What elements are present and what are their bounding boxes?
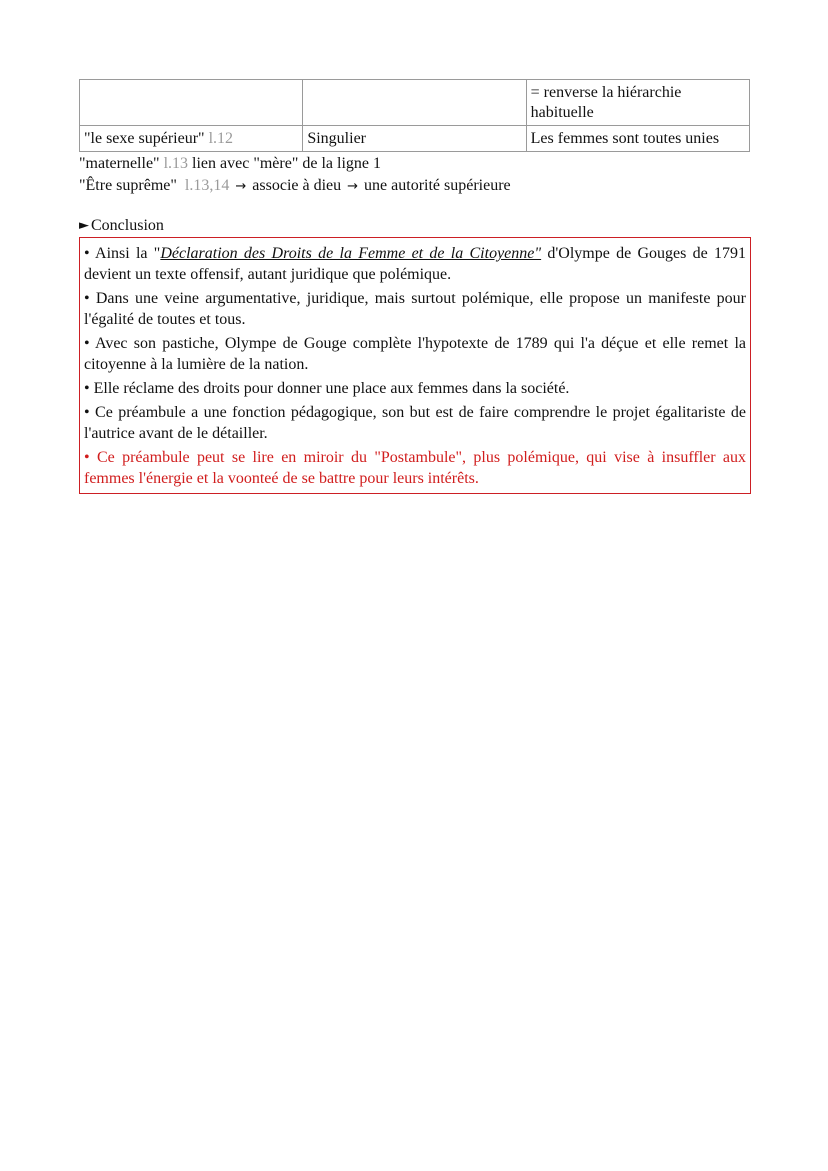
quote-text: "maternelle" <box>79 155 160 172</box>
conclusion-paragraph: • Avec son pastiche, Olympe de Gouge complète l'hypotexte de 1789 qui l'a déçue et elle remet la citoyenne à la lumière de la nation. <box>84 335 746 373</box>
quote-text: "Être suprême" <box>79 177 177 194</box>
line-reference: l.12 <box>208 130 234 147</box>
triangle-right-icon: ► <box>79 218 89 233</box>
bullet-icon: • <box>84 449 90 466</box>
arrow-right-icon: → <box>235 179 247 194</box>
table-cell <box>80 126 303 152</box>
conclusion-paragraph: • Dans une veine argumentative, juridique, mais surtout polémique, elle propose un manifeste pour l'égalité de toutes et tous. <box>84 290 747 328</box>
table-cell: = renverse la hiérarchie habituelle <box>526 80 749 126</box>
note-line <box>79 153 751 174</box>
arrow-right-icon: → <box>347 179 359 194</box>
conclusion-heading <box>79 216 751 236</box>
analysis-table <box>79 79 750 152</box>
table-cell: Singulier <box>303 126 526 152</box>
quote-text: "le sexe supérieur" <box>84 130 205 147</box>
bullet-icon: • <box>84 335 90 352</box>
note-text: associe à dieu <box>252 177 342 194</box>
conclusion-paragraph: • Ainsi la "Déclaration des Droits de la Femme et de la Citoyenne" d'Olympe de Gouges de 1791 devient un texte offensif, autant juridique que polémique. <box>84 245 747 283</box>
conclusion-paragraph-highlight: • Ce préambule peut se lire en miroir du "Postambule", plus polémique, qui vise à insuffler aux femmes l'énergie et la voonteé de se battre pour leurs intérêts. <box>84 449 747 487</box>
note-text: lien avec "mère" de la ligne 1 <box>192 155 382 172</box>
conclusion-box <box>79 237 751 494</box>
line-reference: l.13 <box>163 155 189 172</box>
work-title: Déclaration des Droits de la Femme et de la Citoyenne" <box>160 245 542 262</box>
note-line <box>79 175 751 197</box>
bullet-icon: • <box>84 380 90 397</box>
note-text: une autorité supérieure <box>364 177 511 194</box>
conclusion-paragraph: • Elle réclame des droits pour donner une place aux femmes dans la société. <box>84 380 570 397</box>
bullet-icon: • <box>84 245 90 262</box>
bullet-icon: • <box>84 404 90 421</box>
table-cell <box>80 80 303 126</box>
line-reference: l.13,14 <box>184 177 230 194</box>
bullet-icon: • <box>84 290 90 307</box>
table-row <box>80 126 750 152</box>
section-title: Conclusion <box>91 217 164 234</box>
conclusion-paragraph: • Ce préambule a une fonction pédagogique, son but est de faire comprendre le projet égalitariste de l'autrice avant de le détailler. <box>84 404 747 442</box>
table-cell: Les femmes sont toutes unies <box>526 126 749 152</box>
document-page <box>79 79 751 494</box>
table-cell <box>303 80 526 126</box>
table-row <box>80 80 750 126</box>
